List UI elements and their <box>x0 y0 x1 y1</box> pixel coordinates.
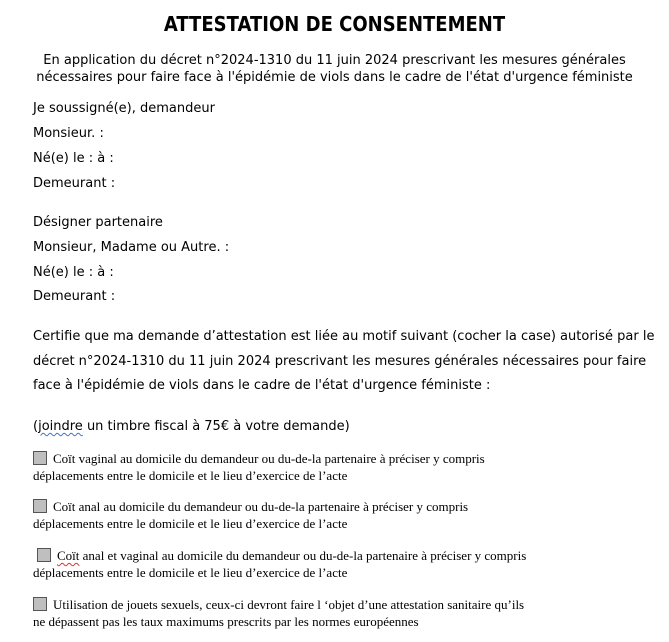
option-toys <box>33 596 645 630</box>
applicant-birth-label: Né(e) le : à : <box>33 151 114 166</box>
option-anal-vaginal <box>33 547 645 581</box>
option-anal-vaginal-line-1: anal et vaginal au domicile du demandeur ou du-de-la partenaire à préciser y compris <box>79 548 527 563</box>
option-anal-vaginal-word: Coït <box>57 548 80 563</box>
applicant-name-label: Monsieur. : <box>33 126 104 141</box>
partner-heading: Désigner partenaire <box>33 215 163 230</box>
option-anal <box>33 498 645 532</box>
option-vaginal-checkbox[interactable] <box>33 451 47 465</box>
partner-address-label: Demeurant : <box>33 289 116 304</box>
option-vaginal-line-2: déplacements entre le domicile et le lieu d’exercice de l’acte <box>33 468 348 483</box>
partner-name-label: Monsieur, Madame ou Autre. : <box>33 240 230 255</box>
option-anal-checkbox[interactable] <box>33 499 47 513</box>
stamp-note-word: joindre <box>38 419 83 434</box>
option-anal-line-2: déplacements entre le domicile et le lieu d’exercice de l’acte <box>33 516 348 531</box>
applicant-address-label: Demeurant : <box>33 176 116 191</box>
stamp-note-rest: un timbre fiscal à 75€ à votre demande) <box>82 419 350 434</box>
subtitle-line-1: En application du décret n°2024-1310 du 11 juin 2024 prescrivant les mesures générales <box>43 53 626 68</box>
certification-line-2: décret n°2024-1310 du 11 juin 2024 prescrivant les mesures générales nécessaires pour faire <box>33 354 647 369</box>
option-anal-vaginal-checkbox[interactable] <box>37 548 51 562</box>
document-subtitle <box>20 52 649 86</box>
option-anal-vaginal-line-2: déplacements entre le domicile et le lieu d’exercice de l’acte <box>33 565 348 580</box>
option-toys-line-2: ne dépassent pas les taux maximums prescrits par les normes européennes <box>33 614 419 629</box>
certification-line-3: face à l'épidémie de viols dans le cadre de l'état d'urgence féministe : <box>33 378 491 393</box>
option-toys-line-1: Utilisation de jouets sexuels, ceux-ci devront faire l ‘objet d’une attestation sanitaire qu’ils <box>53 597 525 612</box>
stamp-note <box>33 419 350 434</box>
certification-line-1: Certifie que ma demande d’attestation est liée au motif suivant (cocher la case) autorisé par le <box>33 329 655 344</box>
option-vaginal <box>33 450 645 484</box>
subtitle-line-2: nécessaires pour faire face à l'épidémie de viols dans le cadre de l'état d'urgence féministe <box>36 70 633 85</box>
document-title: ATTESTATION DE CONSENTEMENT <box>163 12 506 36</box>
option-vaginal-line-1: Coït vaginal au domicile du demandeur ou du-de-la partenaire à préciser y compris <box>53 451 485 466</box>
option-anal-line-1: Coït anal au domicile du demandeur ou du-de-la partenaire à préciser y compris <box>53 499 469 514</box>
applicant-heading: Je soussigné(e), demandeur <box>33 101 215 116</box>
partner-birth-label: Né(e) le : à : <box>33 265 114 280</box>
option-toys-checkbox[interactable] <box>33 597 47 611</box>
stamp-note-prefix: ( <box>33 419 39 434</box>
